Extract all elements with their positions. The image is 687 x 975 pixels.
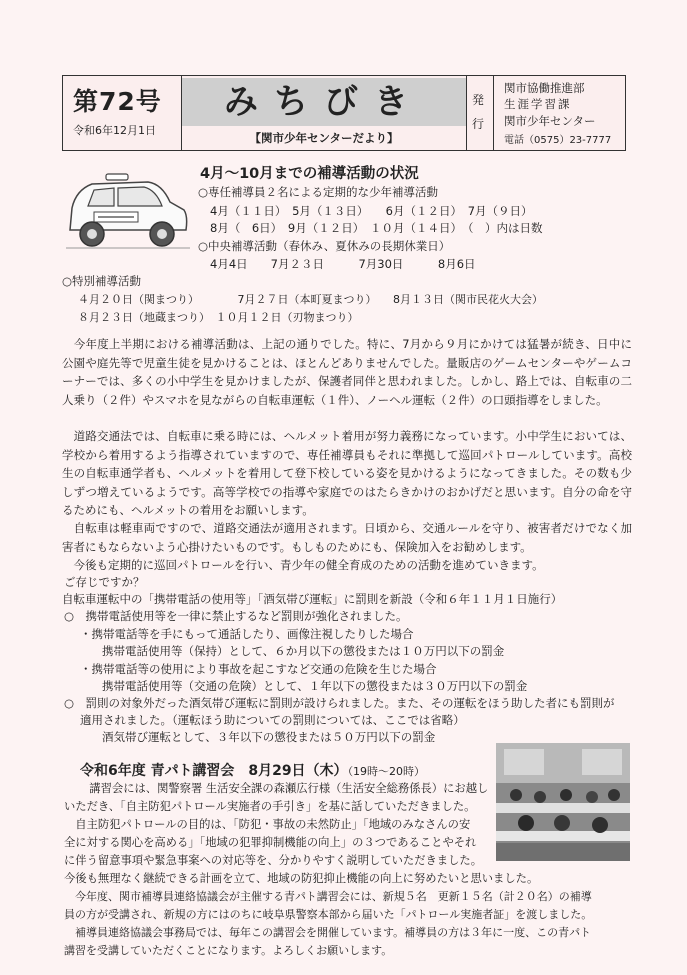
seminar-line: 補導員連絡協議会事務局では、毎年この講習会を開催しています。補導員の方は３年に一度、この青パト	[64, 926, 591, 939]
issue-number: 第72号	[73, 87, 162, 116]
seminar-line: 講習会には、関警察署 生活安全課の森瀬広行様（生活安全総務係長）にお越し	[78, 782, 489, 795]
publisher-dept: 関市協働推進部	[504, 81, 585, 95]
publisher-cell	[493, 76, 626, 150]
paragraph: 今年度上半期における補導活動は、上記の通りでした。特に、7月から９月にかけては猛暑が続き、日中に公園や庭先等で児童生徒を見かけることは、ほとんどありませんでした。量販店のゲームセンターやゲームコーナーでは、多くの小中学生を見かけましたが、保護者同伴と思われました。しかし、路上では、自転車の二人乗り（２件）やスマホを見ながらの自転車運転（１件）、ノーヘル運転（２件）の口頭指導をしました。	[62, 337, 632, 407]
seminar-title: 令和6年度 青パト講習会 8月29日（木）	[80, 763, 348, 779]
publisher-tel: 電話（0575）23-7777	[504, 135, 612, 146]
newsletter-title: みちびき	[182, 78, 466, 126]
seminar-line: に伴う留意事項や緊急事案への対応等を、分かりやすく説明していただきました。	[64, 854, 482, 867]
issue-date: 令和6年12月1日	[73, 124, 156, 137]
paragraph: 今後も定期的に巡回パトロールを行い、青少年の健全育成のための活動を進めていきます。	[62, 558, 544, 572]
seminar-photo	[496, 743, 630, 861]
seminar-line: 講習を受講していただくことになります。よろしくお願いします。	[64, 944, 393, 957]
masthead	[62, 75, 626, 151]
seminar-time: （19時～20時）	[347, 765, 426, 778]
central-patrol-heading: ○中央補導活動（春休み、夏休みの長期休業日）	[198, 239, 451, 253]
law-item-cont: 適用されました。（運転ほう助についての罰則については、ここでは省略）	[80, 713, 465, 727]
law-item: ○ 携帯電話使用等を一律に禁止するなど罰則が強化されました。	[64, 609, 408, 623]
section-title-seminar	[80, 760, 425, 780]
event-patrol-heading: ○特別補導活動	[62, 274, 142, 288]
paragraph: 道路交通法では、自転車に乗る時には、ヘルメット着用が努力義務になっています。小中学生においては、学校から着用するよう指導されていますので、専任補導員もそれに準拠して巡回パトロールしています。高校生の自転車通学者も、ヘルメットを着用して登下校している姿を見かけるようになってきました。その数も少しずつ増えているようです。高等学校での指導や家庭でのはたらきかけのおかげだと思います。自分の命を守るためにも、ヘルメットの着用をお願いします。	[62, 429, 632, 517]
law-subitem: ・携帯電話等の使用により事故を起こすなど交通の危険を生じた場合	[80, 662, 437, 676]
seminar-line: 今年度、関市補導員連絡協議会が主催する青パト講習会には、新規５名 更新１５名（計２０名）の補導	[64, 890, 592, 903]
special-patrol-heading: ○専任補導員２名による定期的な少年補導活動	[198, 185, 439, 199]
seminar-line: いただき、「自主防犯パトロール実施者の手引き」を基に話していただきました。	[64, 800, 476, 813]
seminar-line: 員の方が受講され、新規の方にはのちに岐阜県警察本部から届いた「パトロール実施者証」を渡しました。	[64, 908, 593, 921]
intro-text: ご存じですか？	[64, 575, 145, 589]
central-patrol-row: 4月4日 7月２３日 7月30日 8月6日	[210, 257, 476, 271]
event-patrol-row: ４月２０日（関まつり） 7月２７日（本町夏まつり） 8月１３日（関市民花火大会）	[78, 293, 543, 306]
newsletter-subtitle: 【関市少年センターだより】	[249, 131, 399, 145]
law-detail: 携帯電話使用等（交通の危険）として、１年以下の懲役または３０万円以下の罰金	[102, 679, 528, 693]
law-detail: 酒気帯び運転として、３年以下の懲役または５０万円以下の罰金	[102, 730, 436, 744]
publisher-section: 生涯学習課	[504, 97, 572, 111]
title-cell	[182, 76, 467, 150]
section-title-patrol: 4月～10月までの補導活動の状況	[200, 166, 419, 182]
law-item: ○ 罰則の対象外だった酒気帯び運転に罰則が設けられました。また、その運転をほう助した者にも罰則が	[64, 696, 615, 710]
law-detail: 携帯電話使用等（保持）として、６か月以下の懲役または１０万円以下の罰金	[102, 644, 505, 658]
event-patrol-row: ８月２３日（地蔵まつり） １０月１２日（刃物まつり）	[78, 311, 359, 324]
seminar-line: 全に対する関心を高める」「地域の犯罪抑制機能の向上」の３つであることやそれ	[64, 836, 477, 849]
seminar-line: 自主防犯パトロールの目的は、「防犯・事故の未然防止」「地域のみなさんの安	[64, 818, 471, 831]
law-headline: 自転車運転中の「携帯電話の使用等」「酒気帯び運転」に罰則を新設（令和６年１１月１日施行）	[62, 592, 563, 606]
special-patrol-row: 4月（１１日） 5月（１３日） 6月（１２日） 7月（９日）	[210, 204, 533, 218]
special-patrol-row: 8月（ 6日） 9月（１２日） １０月（１４日） （ ）内は日数	[210, 221, 543, 235]
patrol-car-illustration	[62, 168, 192, 258]
issue-cell	[63, 76, 182, 150]
paragraph: 自転車は軽車両ですので、道路交通法が適用されます。日頃から、交通ルールを守り、被害者だけでなく加害者にもならないよう心掛けたいものです。もしものためにも、保険加入をお勧めします。	[62, 521, 632, 554]
law-subitem: ・携帯電話等を手にもって通話したり、画像注視したりした場合	[80, 627, 414, 641]
publisher-center: 関市少年センター	[504, 114, 596, 128]
seminar-line: 今後も無理なく継続できる計画を立て、地域の防犯抑止機能の向上に努めたいと思いました。	[64, 872, 539, 885]
publisher-label: 発行	[472, 93, 485, 131]
